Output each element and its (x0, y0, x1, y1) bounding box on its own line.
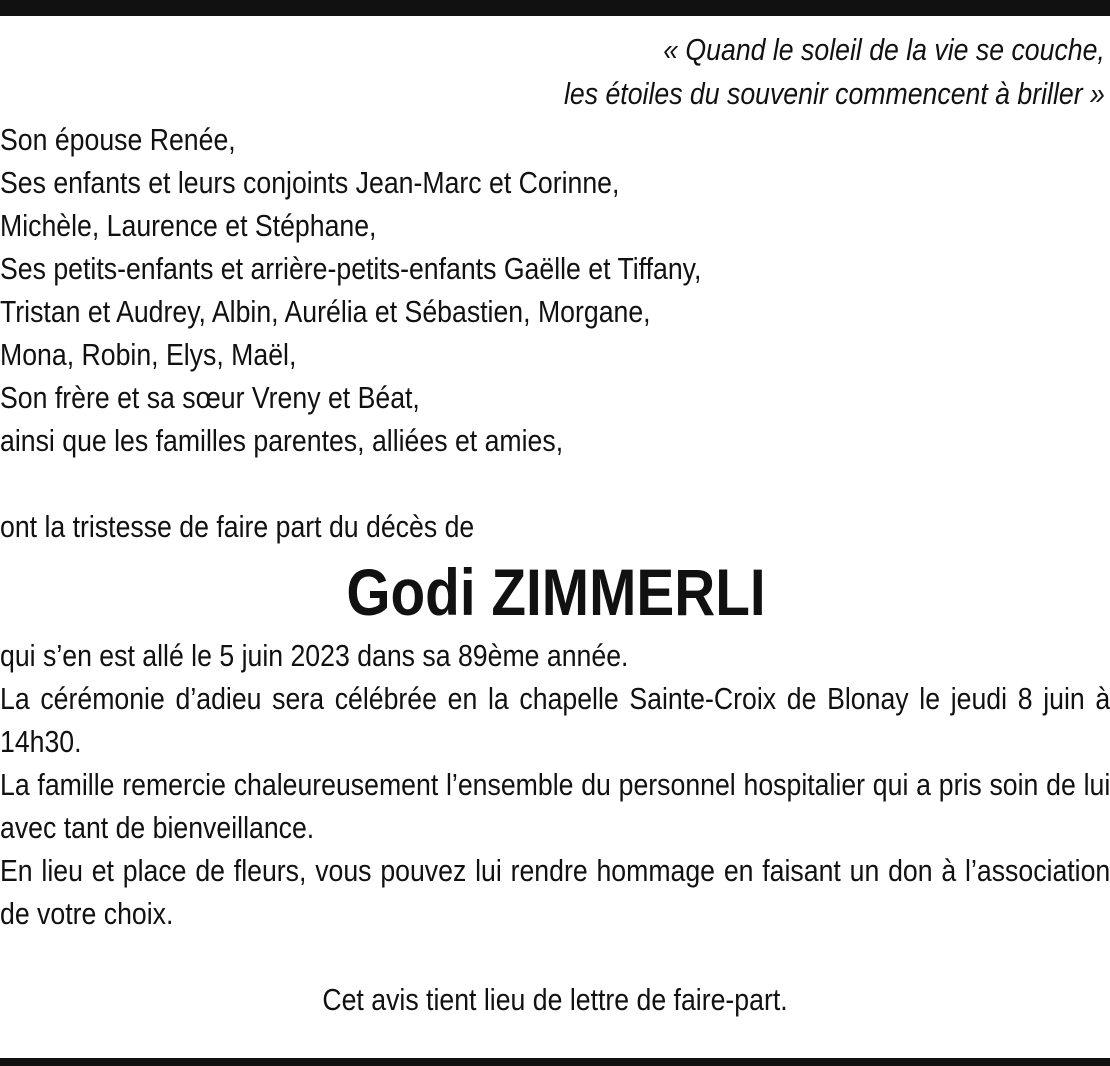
epigraph-quote (155, 28, 1110, 116)
family-line: Mona, Robin, Elys, Maël, (0, 337, 297, 372)
ceremony-paragraph: La cérémonie d’adieu sera célébrée en la chapelle Sainte-Croix de Blonay le jeudi 8 juin à 14h30. (0, 681, 1110, 759)
notice-details (0, 634, 1110, 935)
family-line: Son épouse Renée, (0, 122, 236, 157)
obituary-notice (0, 28, 1110, 1021)
deceased-name: Godi ZIMMERLI (346, 555, 766, 629)
top-border-rule (0, 0, 1110, 16)
closing-note: Cet avis tient lieu de lettre de faire-part. (322, 982, 788, 1017)
family-line: Tristan et Audrey, Albin, Aurélia et Sébastien, Morgane, (0, 294, 651, 329)
quote-line: les étoiles du souvenir commencent à briller » (563, 76, 1105, 111)
donation-paragraph: En lieu et place de fleurs, vous pouvez lui rendre hommage en faisant un don à l’association de votre choix. (0, 853, 1110, 931)
announcement-text: ont la tristesse de faire part du décès de (0, 509, 475, 544)
family-list (0, 118, 955, 548)
family-line: Michèle, Laurence et Stéphane, (0, 208, 377, 243)
quote-line: « Quand le soleil de la vie se couche, (663, 32, 1105, 67)
thanks-paragraph: La famille remercie chaleureusement l’ensemble du personnel hospitalier qui a pris soin de lui avec tant de bienveillance. (0, 767, 1110, 845)
passing-paragraph: qui s’en est allé le 5 juin 2023 dans sa 89ème année. (0, 638, 629, 673)
family-line: ainsi que les familles parentes, alliées et amies, (0, 423, 564, 458)
family-line: Son frère et sa sœur Vreny et Béat, (0, 380, 420, 415)
blank-line (0, 462, 955, 505)
family-line: Ses petits-enfants et arrière-petits-enfants Gaëlle et Tiffany, (0, 251, 702, 286)
family-line: Ses enfants et leurs conjoints Jean-Marc et Corinne, (0, 165, 620, 200)
bottom-border-rule (0, 1058, 1110, 1066)
